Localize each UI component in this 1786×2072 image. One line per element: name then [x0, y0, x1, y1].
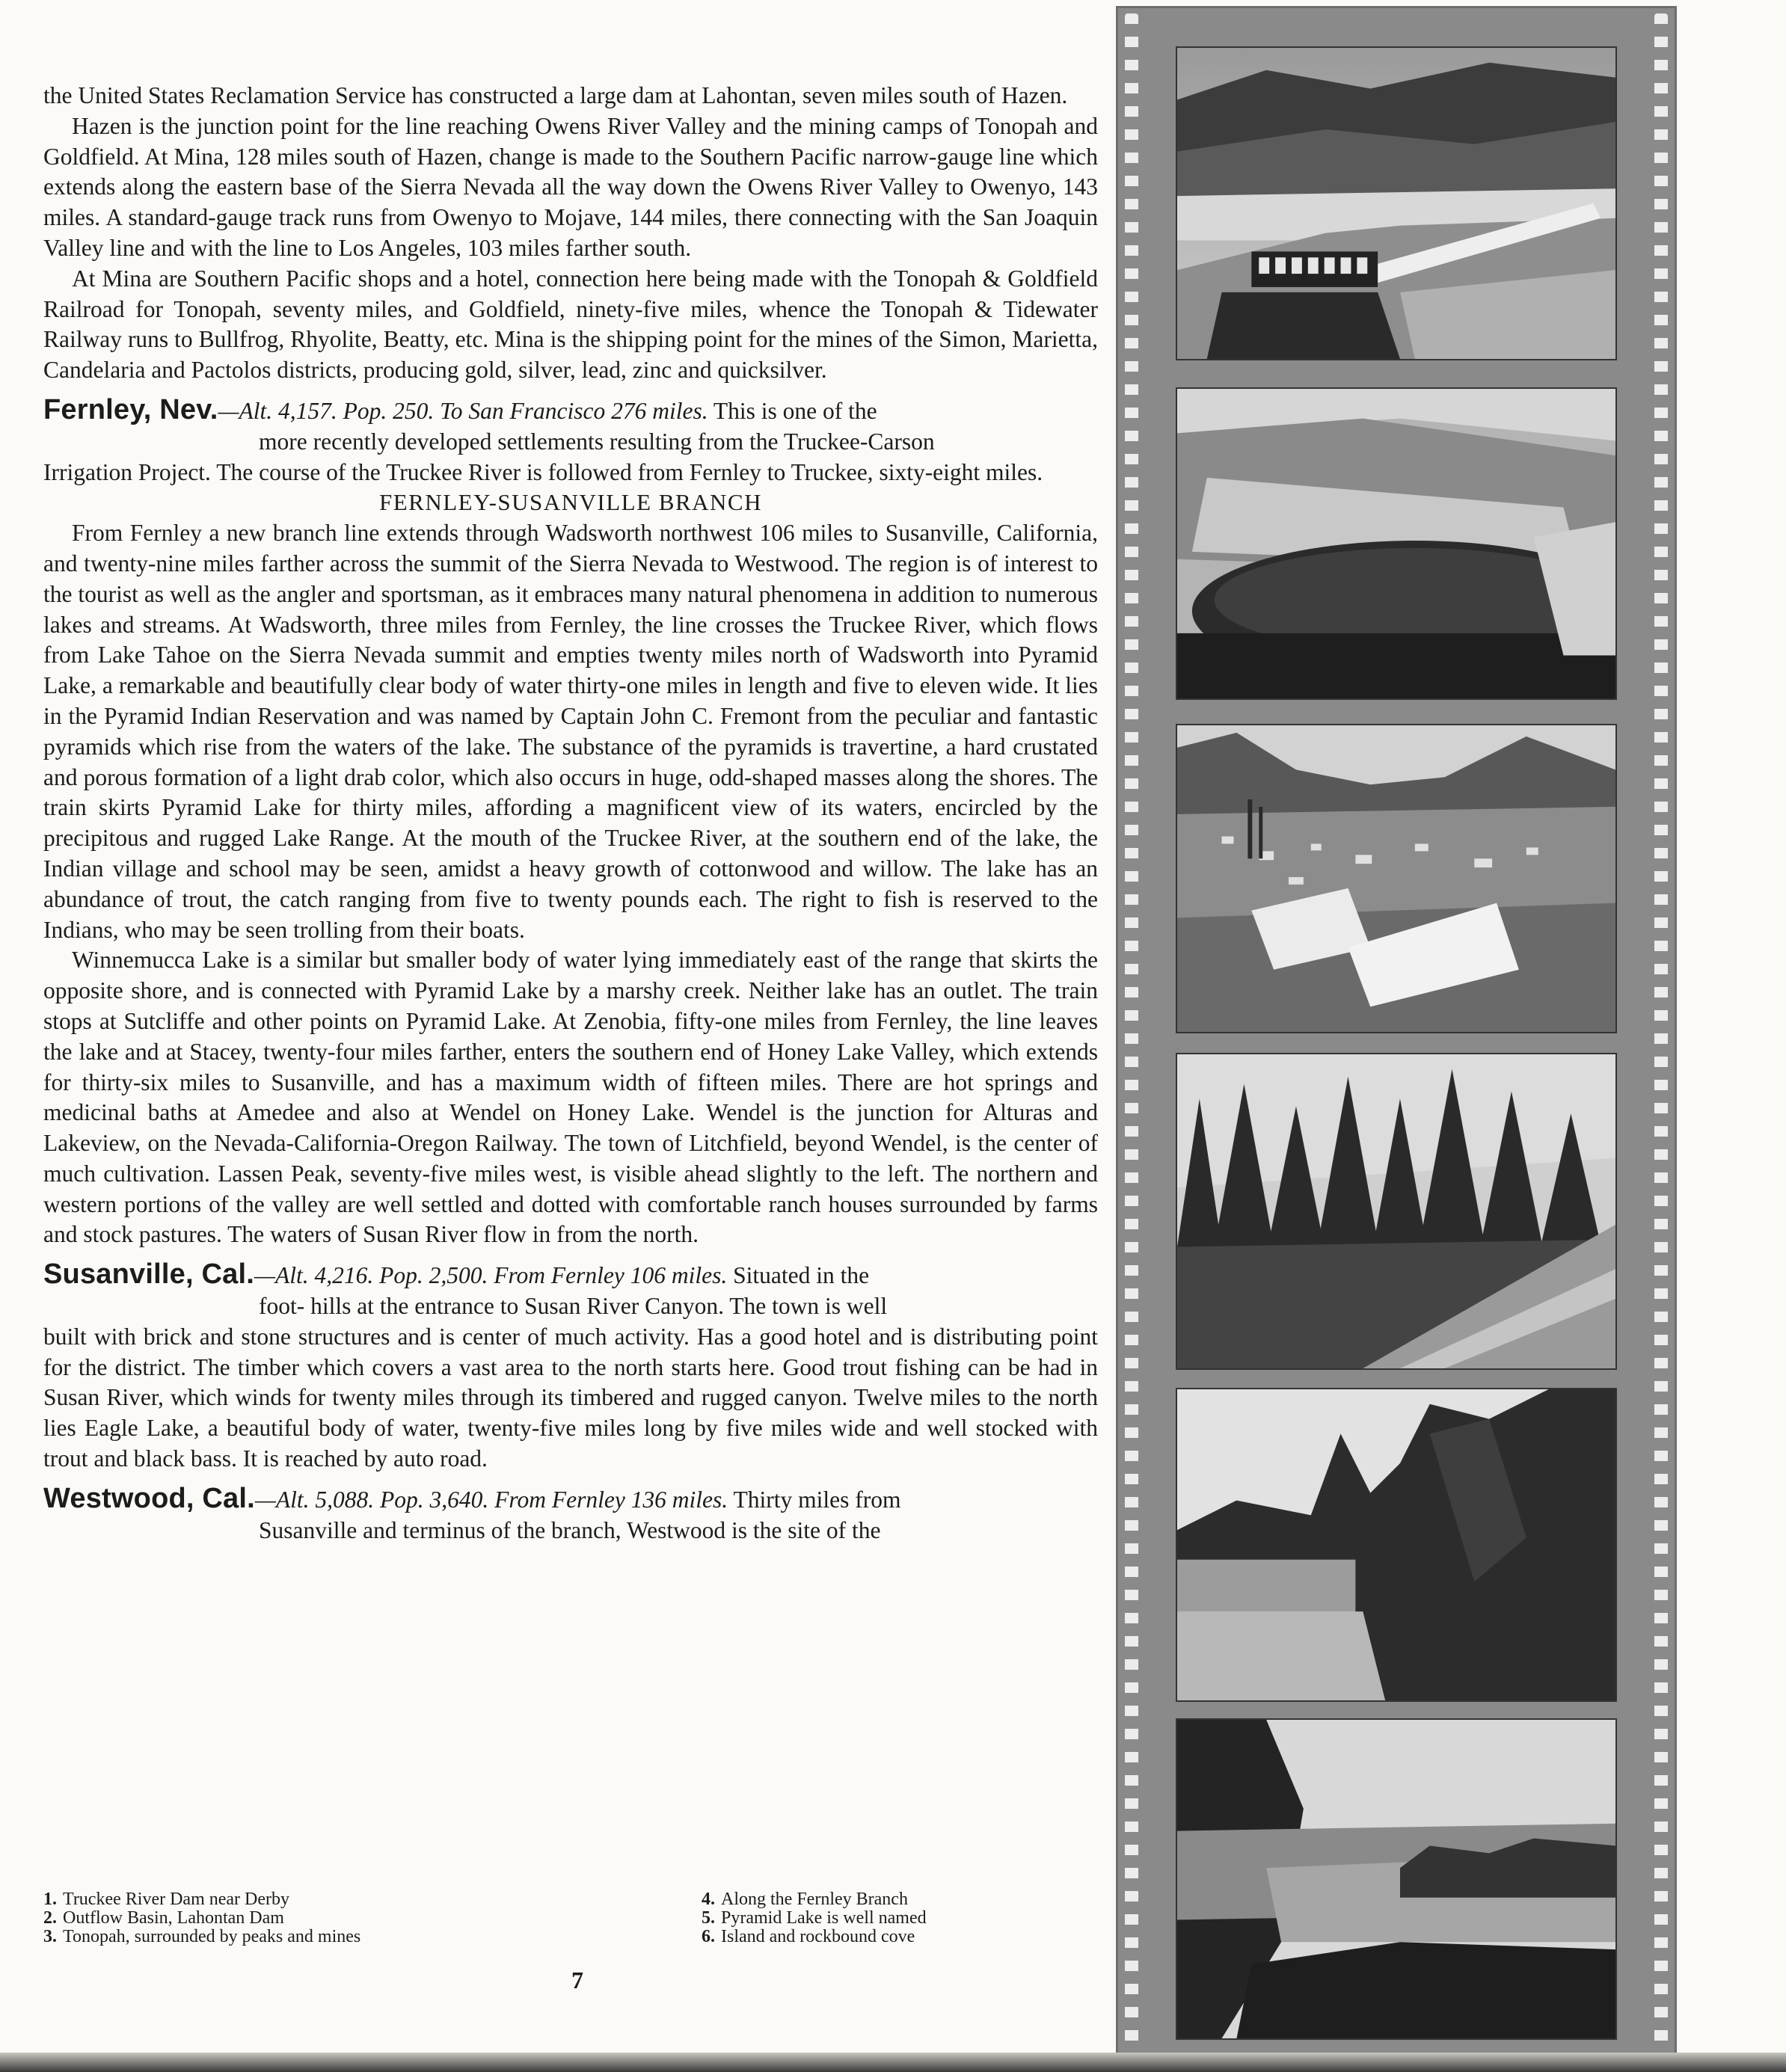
susanville-text: built with brick and stone structures and is center of much activity. Has a good hotel and is distributing point for the district. The timber which covers a vast area to the north starts here. Good trout fishing can be had in Susan River, which winds for twenty miles through its timbered and rugged canyon. Twelve miles to the north lies Eagle Lake, a beautiful body of water, twenty-five miles long by five miles wide and well stocked with trout and black bass. It is reached by auto road.: [43, 1323, 1098, 1472]
caption-text: Tonopah, surrounded by peaks and mines: [63, 1927, 361, 1946]
caption-text: Pyramid Lake is well named: [721, 1908, 927, 1928]
fernley-first-line: [43, 395, 1098, 427]
rocky-cove-photo: [1176, 1718, 1617, 2040]
caption-number: 6.: [702, 1927, 715, 1946]
page-bottom-edge: [0, 2053, 1786, 2072]
fernley-text: Irrigation Project. The course of the Truckee River is followed from Fernley to Truckee, sixty-eight miles.: [43, 458, 1043, 485]
caption-text: Outflow Basin, Lahontan Dam: [63, 1908, 284, 1928]
susanville-entry: [43, 1259, 1098, 1475]
caption-item: [702, 1928, 927, 1946]
fernley-stats: —Alt. 4,157. Pop. 250. To San Francisco 276 miles.: [218, 397, 708, 424]
caption-item: [702, 1890, 927, 1909]
caption-number: 2.: [43, 1908, 57, 1928]
caption-number: 1.: [43, 1890, 57, 1909]
captions-left: [43, 1890, 360, 1946]
caption-item: [43, 1928, 360, 1946]
susanville-title: Susanville, Cal.: [43, 1258, 254, 1291]
intro-paragraph: Hazen is the junction point for the line reaching Owens River Valley and the mining camps of Tonopah and Goldfield. At Mina, 128 miles south of Hazen, change is made to the Southern Pacific narrow-gauge line which extends along the eastern base of the Sierra Nevada all the way down the Owens River Valley to Owenyo, 143 miles. A standard-gauge track runs from Owenyo to Mojave, 144 miles, there connecting with the San Joaquin Valley line and with the line to Los Angeles, 103 miles farther south.: [43, 112, 1098, 261]
westwood-text-line1: Thirty miles from: [733, 1486, 901, 1513]
susanville-stats: —Alt. 4,216. Pop. 2,500. From Fernley 106 miles.: [254, 1262, 728, 1289]
caption-item: [702, 1909, 927, 1928]
fernley-text-line2: more recently developed settlements resulting from the Truckee-Carson: [259, 428, 935, 455]
fernley-text-line1: This is one of the: [713, 397, 877, 424]
branch-paragraph: Winnemucca Lake is a similar but smaller body of water lying immediately east of the range that skirts the opposite shore, and is connected with Pyramid Lake by a marshy creek. Neither lake has an outlet. The train stops at Sutcliffe and other points on Pyramid Lake. At Zenobia, fifty-one miles from Fernley, the line leaves the lake and at Stacey, twenty-four miles farther, enters the southern end of Honey Lake Valley, which extends for thirty-six miles to Susanville, and has a maximum width of fifteen miles. There are hot springs and medicinal baths at Amedee and also at Wendel on Honey Lake. Wendel is the junction for Alturas and Lakeview, on the Nevada-California-Oregon Railway. The town of Litchfield, beyond Wendel, is the center of much cultivation. Lassen Peak, seventy-five miles west, is visible ahead slightly to the left. The northern and western portions of the valley are well settled and dotted with comfortable ranch houses surrounded by farms and stock pastures. The waters of Susan River flow in from the north.: [43, 947, 1098, 1248]
fernley-title: Fernley, Nev.: [43, 393, 218, 425]
forest-photo: [1176, 1053, 1617, 1370]
westwood-stats: —Alt. 5,088. Pop. 3,640. From Fernley 136 miles.: [254, 1486, 728, 1513]
susanville-text-line2: foot- hills at the entrance to Susan River Canyon. The town is well: [259, 1293, 888, 1320]
westwood-entry: [43, 1484, 1098, 1546]
photo-captions: [43, 1890, 1098, 1973]
page-number: 7: [571, 1967, 583, 1993]
caption-number: 3.: [43, 1927, 57, 1946]
article-text-column: [43, 81, 1098, 1546]
basin-photo: [1176, 387, 1617, 700]
sprocket-holes-right: [1654, 13, 1668, 2061]
caption-text: Island and rockbound cove: [721, 1927, 915, 1946]
intro-paragraph: the United States Reclamation Service has constructed a large dam at Lahontan, seven miles south of Hazen.: [43, 82, 1068, 108]
branch-paragraph: From Fernley a new branch line extends through Wadsworth northwest 106 miles to Susanville, California, and twenty-nine miles farther across the summit of the Sierra Nevada to Westwood. The region is of interest to the tourist as well as the angler and sportsman, as it embraces many natural phenomena in addition to numerous lakes and streams. At Wadsworth, three miles from Fernley, the line crosses the Truckee River, which flows from Lake Tahoe on the Sierra Nevada summit and empties twenty miles north of Wadsworth into Pyramid Lake, a remarkable and beautifully clear body of water thirty-one miles in length and five to eleven wide. It lies in the Pyramid Indian Reservation and was named by Captain John C. Fremont from the peculiar and fantastic pyramids which rise from the waters of the lake. The substance of the pyramids is travertine, a hard crustated and porous formation of a light drab color, which also occurs in huge, odd-shaped masses along the shores. The train skirts Pyramid Lake for thirty miles, affording a magnificent view of its waters, encircled by the precipitous and rugged Lake Range. At the mouth of the Truckee River, at the southern end of the lake, the Indian village and school may be seen, amidst a heavy growth of cottonwood and willow. The lake has an abundance of trout, the catch ranging from five to twenty pounds each. The right to fish is reserved to the Indians, who may be seen trolling from their boats.: [43, 520, 1098, 943]
sprocket-holes-left: [1125, 13, 1138, 2061]
branch-heading: FERNLEY-SUSANVILLE BRANCH: [379, 489, 762, 516]
susanville-first-line: [43, 1259, 1098, 1291]
fernley-entry: [43, 395, 1098, 488]
westwood-text-line2: Susanville and terminus of the branch, Westwood is the site of the: [259, 1516, 881, 1543]
susanville-text-line1: Situated in the: [733, 1262, 870, 1289]
pyramid-rocks-photo: [1176, 1388, 1617, 1702]
mining-town-photo: [1176, 724, 1617, 1033]
caption-number: 4.: [702, 1890, 715, 1909]
film-strip: [1116, 6, 1677, 2068]
caption-number: 5.: [702, 1908, 715, 1928]
westwood-first-line: [43, 1484, 1098, 1516]
caption-text: Along the Fernley Branch: [721, 1890, 908, 1909]
captions-right: [702, 1890, 927, 1946]
caption-item: [43, 1909, 360, 1928]
dam-photo: [1176, 46, 1617, 360]
westwood-title: Westwood, Cal.: [43, 1482, 255, 1514]
caption-text: Truckee River Dam near Derby: [63, 1890, 290, 1909]
caption-item: [43, 1890, 360, 1909]
intro-paragraph: At Mina are Southern Pacific shops and a hotel, connection here being made with the Tonopah & Goldfield Railroad for Tonopah, seventy miles, and Goldfield, ninety-five miles, whence the Tonopah & Tidewater Railway runs to Bullfrog, Rhyolite, Beatty, etc. Mina is the shipping point for the mines of the Simon, Marietta, Candelaria and Pactolos districts, producing gold, silver, lead, zinc and quicksilver.: [43, 265, 1098, 384]
